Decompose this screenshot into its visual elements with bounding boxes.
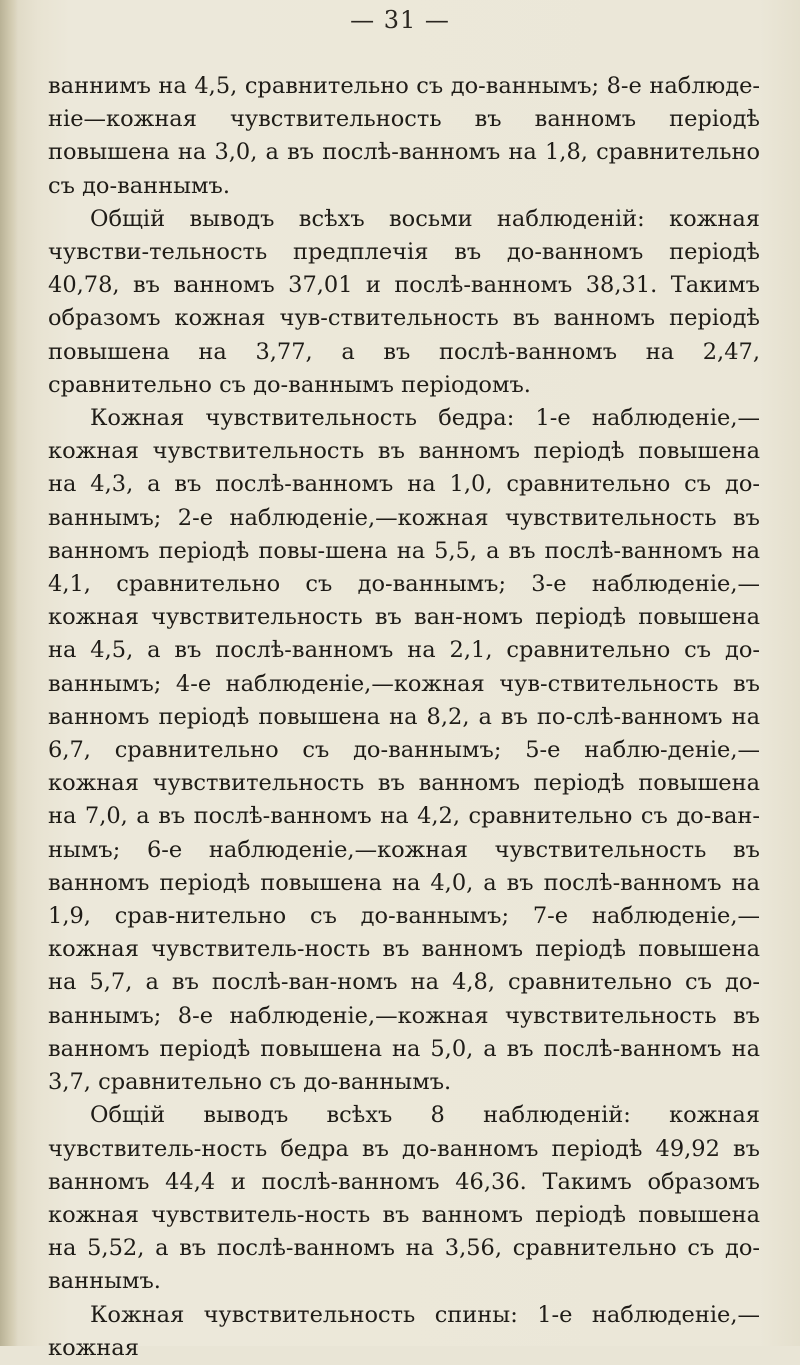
paragraph-thigh-summary: Общій выводъ всѣхъ 8 наблюденій: кожная чувствитель-ность бедра въ до-ванномъ періодѣ 49,92 въ ванномъ 44,4 и послѣ-ванномъ 46,36. Такимъ образомъ кожная чувствитель-ность въ ванномъ періодѣ повышена на 5,52, а въ послѣ-ванномъ на 3,56, сравнительно съ до-ваннымъ.	[48, 1102, 760, 1295]
page-binding-shadow	[0, 0, 18, 1346]
page-number: — 31 —	[350, 6, 450, 34]
paragraph-continuation: ваннимъ на 4,5, сравнительно съ до-ваннымъ; 8-е наблюде-ніе—кожная чувствительность въ ванномъ періодѣ повышена на 3,0, а въ послѣ-ванномъ на 1,8, сравнительно съ до-ваннымъ.	[48, 73, 760, 199]
paragraph-forearm-summary: Общій выводъ всѣхъ восьми наблюденій: кожная чувстви-тельность предплечія въ до-ванномъ періодѣ 40,78, въ ванномъ 37,01 и послѣ-ванномъ 38,31. Такимъ образомъ кожная чув-ствительность въ ванномъ періодѣ повышена на 3,77, а въ послѣ-ванномъ на 2,47, сравнительно съ до-ваннымъ періодомъ.	[48, 205, 760, 398]
body-text	[48, 70, 760, 1365]
paragraph-back-sensitivity: Кожная чувствительность спины: 1-е наблюденіе,—кожная	[48, 1301, 760, 1361]
paragraph-thigh-observations: Кожная чувствительность бедра: 1-е наблюденіе,—кожная чувствительность въ ванномъ періодѣ повышена на 4,3, а въ послѣ-ванномъ на 1,0, сравнительно съ до-ваннымъ; 2-е наблюденіе,—кожная чувствительность въ ванномъ періодѣ повы-шена на 5,5, а въ послѣ-ванномъ на 4,1, сравнительно съ до-ваннымъ; 3-е наблюденіе,—кожная чувствительность въ ван-номъ періодѣ повышена на 4,5, а въ послѣ-ванномъ на 2,1, сравнительно съ до-ваннымъ; 4-е наблюденіе,—кожная чув-ствительность въ ванномъ періодѣ повышена на 8,2, а въ по-слѣ-ванномъ на 6,7, сравнительно съ до-ваннымъ; 5-е наблю-деніе,—кожная чувствительность въ ванномъ періодѣ повышена на 7,0, а въ послѣ-ванномъ на 4,2, сравнительно съ до-ван-нымъ; 6-е наблюденіе,—кожная чувствительность въ ванномъ періодѣ повышена на 4,0, а въ послѣ-ванномъ на 1,9, срав-нительно съ до-ваннымъ; 7-е наблюденіе,—кожная чувствитель-ность въ ванномъ періодѣ повышена на 5,7, а въ послѣ-ван-номъ на 4,8, сравнительно съ до-ваннымъ; 8-е наблюденіе,—кожная чувствительность въ ванномъ періодѣ повышена на 5,0, а въ послѣ-ванномъ на 3,7, сравнительно съ до-ваннымъ.	[48, 405, 760, 1096]
